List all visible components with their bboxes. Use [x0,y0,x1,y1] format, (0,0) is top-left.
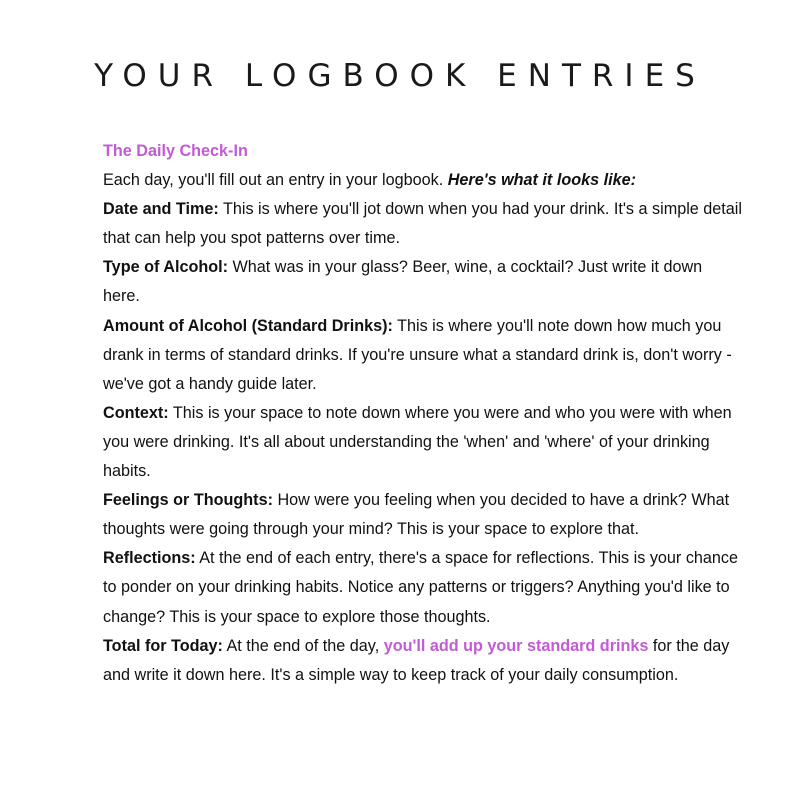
entry-text: This is your space to note down where you were and who you were with when you were drinking. It's all about understanding the 'when' and 'where' of your drinking habits. [103,403,732,481]
entry-term: Type of Alcohol: [103,258,228,277]
entry-date-and-time [103,195,743,253]
entry-term: Feelings or Thoughts: [103,491,273,510]
entry-type-of-alcohol [103,253,743,311]
section-heading: The Daily Check-In [103,142,248,160]
entry-term: Reflections: [103,549,196,568]
entry-term: Amount of Alcohol (Standard Drinks): [103,316,393,335]
total-text-before: At the end of the day, [222,636,384,655]
entry-text: What was in your glass? Beer, wine, a cocktail? Just write it down here. [103,258,703,306]
entry-term: Context: [103,403,169,422]
entry-text: This is where you'll jot down when you had your drink. It's a simple detail that can help you spot patterns over time. [103,200,742,248]
entry-text: At the end of each entry, there's a space for reflections. This is your chance to ponder on your drinking habits. Notice any patterns or triggers? Anything you'd like to change? This is your space to explore those thoughts. [103,549,739,626]
entry-text: How were you feeling when you decided to have a drink? What thoughts were going through your mind? This is your space to explore that. [103,491,730,539]
intro-text: Each day, you'll fill out an entry in your logbook. [103,171,448,190]
entry-total-for-today [103,632,743,690]
entry-term: Date and Time: [103,200,219,219]
entry-feelings-or-thoughts [103,486,743,544]
total-text-after: for the day and write it down here. It's a simple way to keep track of your daily consumption. [103,636,730,684]
total-highlight: you'll add up your standard drinks [383,636,649,655]
logbook-content [103,137,743,690]
intro-emphasis: Here's what it looks like: [447,171,636,190]
intro-paragraph [103,166,743,195]
entry-reflections [103,544,743,631]
total-term: Total for Today: [103,636,223,655]
entry-text: This is where you'll note down how much you drank in terms of standard drinks. If you're unsure what a standard drink is, don't worry - we've got a handy guide later. [103,316,732,393]
entry-amount-of-alcohol [103,312,743,399]
page-title: YOUR LOGBOOK ENTRIES [94,58,706,94]
entry-context [103,399,743,486]
